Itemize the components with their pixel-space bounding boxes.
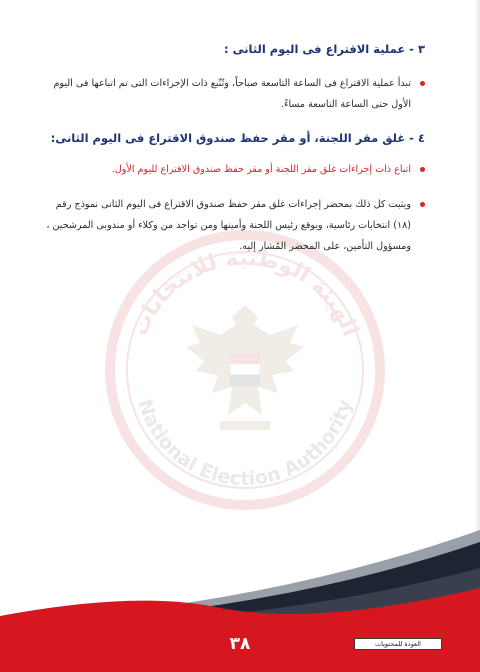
list-item-text: تبدأ عملية الاقتراع فى الساعة التاسعة صباحاً، وتُتّبع ذات الإجراءات التى تم اتباعها فى اليوم الأول حتى الساعة التاسعة مساءً.: [53, 78, 411, 110]
watermark-arabic-text: الهيئة الوطنية للانتخابات: [127, 245, 363, 340]
page-edge-shadow: [474, 0, 480, 560]
section-heading-voting-day-two: ٣ - عملية الاقتراع فى اليوم الثانى :: [223, 42, 425, 56]
page-number: ٣٨: [229, 634, 251, 654]
bullet-icon: [420, 167, 425, 172]
list-item: [40, 159, 425, 180]
bullet-icon: [420, 202, 425, 207]
list-item: [40, 194, 425, 257]
watermark-english-text: National Election Authority: [133, 396, 357, 491]
eagle-emblem-icon: [186, 305, 304, 430]
bullet-icon: [420, 81, 425, 86]
list-item: [40, 73, 425, 115]
list-item-text: اتباع ذات إجراءات غلق مقر اللجنة أو مقر حفظ صندوق الاقتراع لليوم الأول.: [111, 164, 411, 175]
back-to-contents-button[interactable]: العودة للمحتويات: [354, 638, 442, 650]
section-heading-closing-committee: ٤ - غلق مقر اللجنة، أو مقر حفظ صندوق الاقتراع فى اليوم الثانى:: [50, 131, 425, 145]
list-item-text: ويثبت كل ذلك بمحضر إجراءات غلق مقر حفظ صندوق الاقتراع فى اليوم الثانى نموذج رقم (١٨) انتخابات رئاسية، ويوقع رئيس اللجنة وأمينها ومن تواجد من وكلاء أو مندوبى المرشحين ، ومسؤول التأمين، على المحضر المُشار إليه.: [46, 199, 411, 252]
content-area: [40, 40, 425, 271]
